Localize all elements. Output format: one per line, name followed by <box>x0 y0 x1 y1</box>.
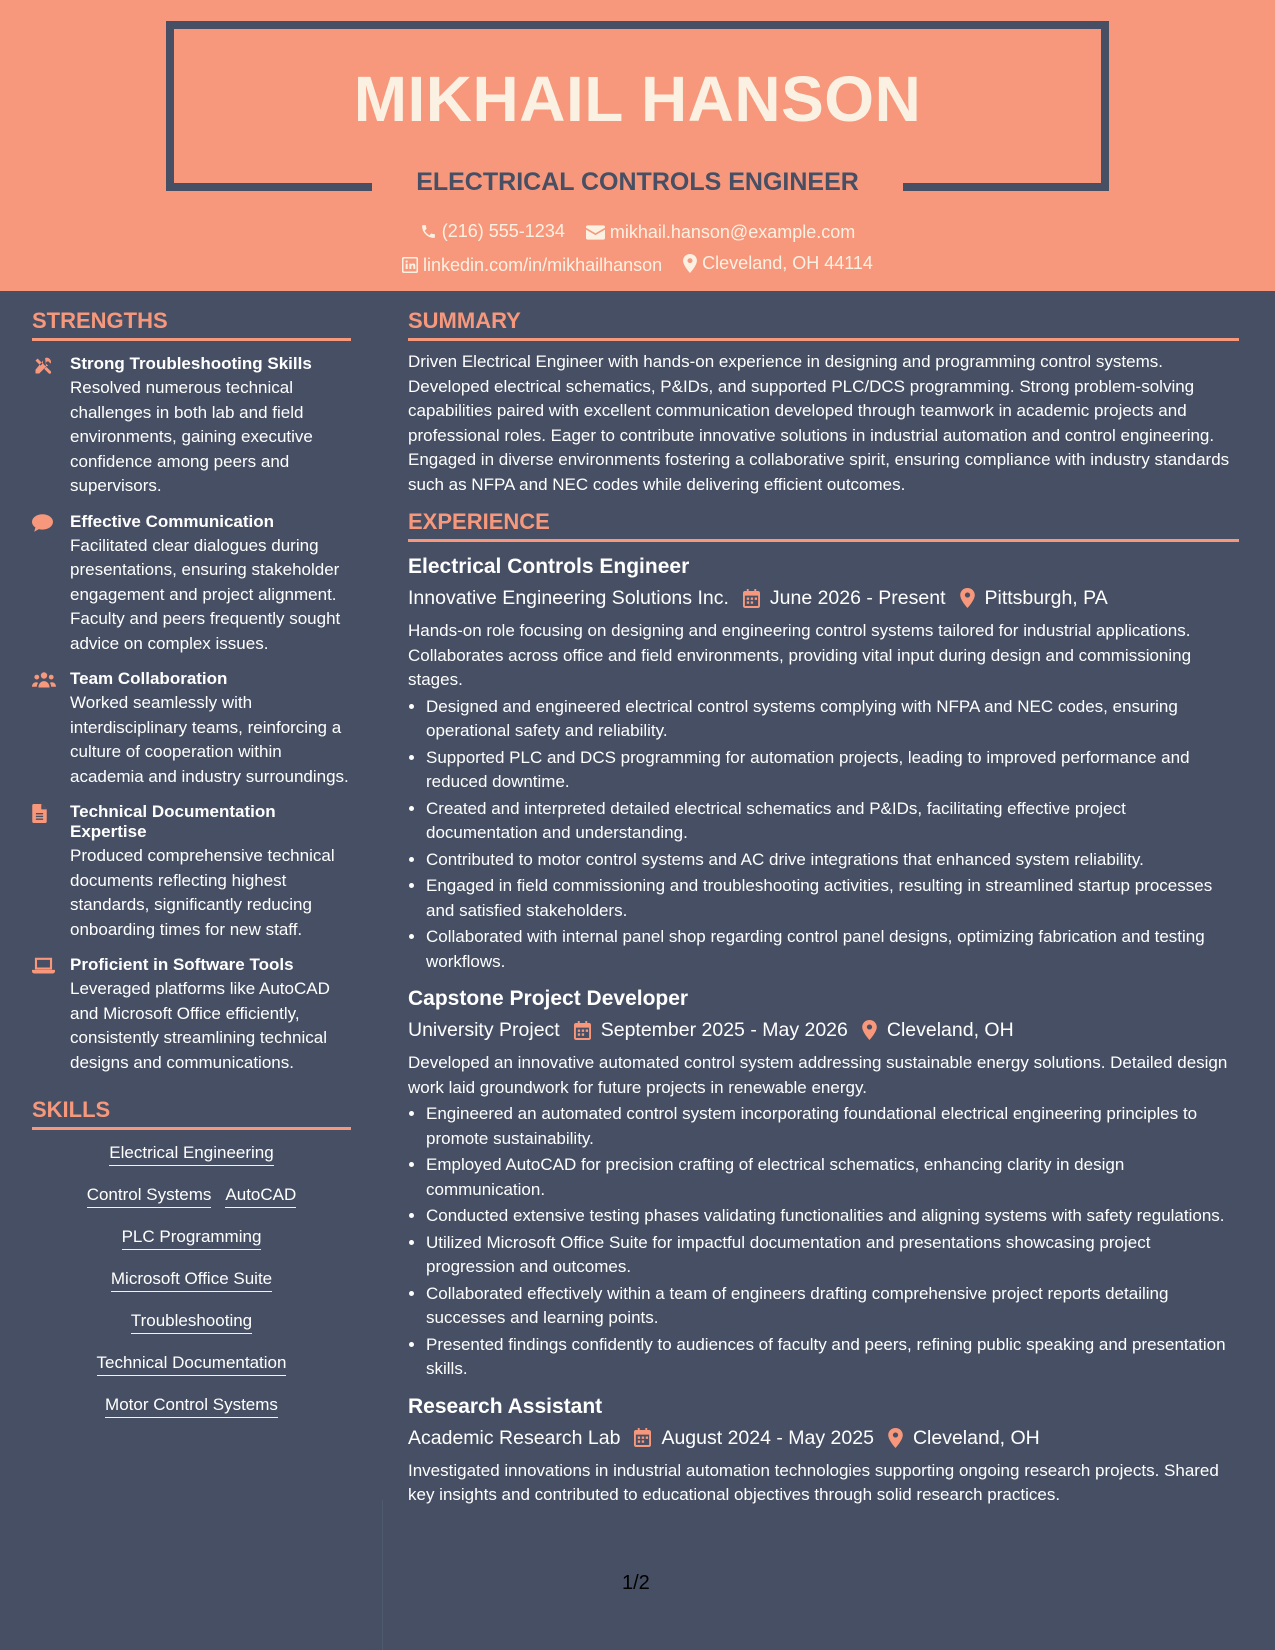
job-bullet: • Employed AutoCAD for precision crafting of electrical schematics, enhancing clarity in design communication. <box>426 1153 1239 1202</box>
strength-item <box>32 955 351 1075</box>
column-divider <box>382 1500 383 1650</box>
strength-desc: Leveraged platforms like AutoCAD and Microsoft Office efficiently, consistently streamlining technical designs and communications. <box>70 979 330 1072</box>
right-column <box>408 291 1239 1508</box>
speech-bubble-icon <box>32 512 70 657</box>
email-text: mikhail.hanson@example.com <box>609 222 856 242</box>
strength-desc: Produced comprehensive technical documents reflecting highest standards, significantly reducing onboarding times for new staff. <box>70 846 335 939</box>
job-bullets <box>408 1102 1239 1382</box>
job-bullet: • Engaged in field commissioning and troubleshooting activities, resulting in streamlined startup processes and satisfied stakeholders. <box>426 874 1239 923</box>
job-role: Capstone Project Developer <box>408 987 689 1010</box>
linkedin-text: linkedin.com/in/mikhailhanson <box>423 254 663 275</box>
job-bullets <box>408 695 1239 975</box>
job-description: Developed an innovative automated control system addressing sustainable energy solutions. Detailed design work laid groundwork for future projects in renewable energy. <box>408 1053 1228 1097</box>
job-bullet: • Created and interpreted detailed electrical schematics and P&IDs, facilitating effective project documentation and understanding. <box>426 797 1239 846</box>
strength-desc: Facilitated clear dialogues during presentations, ensuring stakeholder engagement and project alignment. Faculty and peers frequently sought advice on complex issues. <box>70 535 341 653</box>
contact-row-2 <box>0 253 1275 278</box>
skills-heading: SKILLS <box>32 1097 351 1130</box>
job-dates: August 2024 - May 2025 <box>661 1426 874 1449</box>
strength-item <box>32 354 351 499</box>
strengths-heading: STRENGTHS <box>32 308 351 341</box>
job-bullet: • Conducted extensive testing phases validating functionalities and aligning systems with safety regulations. <box>426 1204 1239 1229</box>
job-entry <box>408 554 1239 974</box>
laptop-icon <box>32 955 70 1075</box>
strength-item <box>32 512 351 657</box>
job-bullet: • Collaborated with internal panel shop regarding control panel designs, optimizing fabrication and testing workflows. <box>426 925 1239 974</box>
calendar-icon <box>574 1021 591 1040</box>
job-meta <box>408 585 1239 611</box>
skill-tag: Control Systems <box>87 1183 212 1208</box>
document-icon <box>32 802 70 942</box>
job-role: Electrical Controls Engineer <box>408 555 690 578</box>
map-pin-icon <box>888 1428 903 1448</box>
job-meta <box>408 1425 1239 1451</box>
linkedin-contact[interactable] <box>402 255 662 276</box>
job-description: Investigated innovations in industrial automation technologies supporting ongoing research projects. Shared key insights and contributed to educational objectives through solid research practices. <box>408 1460 1219 1504</box>
map-pin-icon <box>862 1020 877 1040</box>
experience-list <box>408 554 1239 1508</box>
skill-tag: Microsoft Office Suite <box>111 1267 272 1292</box>
email-contact[interactable] <box>586 222 855 243</box>
job-bullet: • Designed and engineered electrical control systems complying with NFPA and NEC codes, ensuring operational safety and reliability. <box>426 695 1239 744</box>
phone-contact[interactable] <box>420 221 565 242</box>
location-contact <box>683 253 873 274</box>
phone-text: (216) 555-1234 <box>441 221 565 241</box>
strength-title: Technical Documentation Expertise <box>70 802 276 841</box>
map-pin-icon <box>683 254 697 273</box>
skill-tag: Electrical Engineering <box>109 1141 273 1166</box>
linkedin-icon <box>402 257 418 273</box>
map-pin-icon <box>960 588 975 608</box>
job-entry <box>408 986 1239 1382</box>
experience-heading: EXPERIENCE <box>408 509 1239 542</box>
skill-tag: Troubleshooting <box>131 1309 252 1334</box>
users-icon <box>32 669 70 789</box>
header-banner <box>0 0 1275 291</box>
job-location: Pittsburgh, PA <box>984 587 1108 609</box>
job-description: Hands-on role focusing on designing and engineering control systems tailored for industrial applications. Collaborates across office and field environments, providing vital input during design and commissioning stages. <box>408 621 1192 689</box>
job-bullet: • Contributed to motor control systems and AC drive integrations that enhanced system reliability. <box>426 848 1239 873</box>
job-dates: September 2025 - May 2026 <box>600 1019 848 1041</box>
strength-desc: Resolved numerous technical challenges in both lab and field environments, gaining executive confidence among peers and supervisors. <box>70 378 313 495</box>
job-role: Research Assistant <box>408 1394 603 1418</box>
candidate-title: ELECTRICAL CONTROLS ENGINEER <box>416 168 859 196</box>
job-entry <box>408 1394 1239 1508</box>
summary-heading: SUMMARY <box>408 308 1239 341</box>
job-location: Cleveland, OH <box>912 1426 1040 1449</box>
left-column <box>32 291 351 1435</box>
candidate-name: MIKHAIL HANSON <box>353 63 922 135</box>
strength-title: Proficient in Software Tools <box>70 955 294 974</box>
calendar-icon <box>743 589 760 608</box>
phone-icon <box>420 223 437 240</box>
job-company: University Project <box>408 1019 560 1041</box>
strength-item <box>32 669 351 789</box>
job-location: Cleveland, OH <box>886 1019 1014 1041</box>
skill-tag: Technical Documentation <box>97 1351 287 1376</box>
job-bullet: • Utilized Microsoft Office Suite for impactful documentation and presentations showcasing project progression and outcomes. <box>426 1231 1239 1280</box>
job-dates: June 2026 - Present <box>769 587 946 609</box>
skill-tag: PLC Programming <box>122 1225 262 1250</box>
summary-text: Driven Electrical Engineer with hands-on experience in designing and programming control systems. Developed electrical schematics, P&IDs, and supported PLC/DCS programming. Strong problem-solving capabilities paired with excellent communication developed through teamwork in academic projects and professional roles. Eager to contribute innovative solutions in industrial automation and control engineering. Engaged in diverse environments fostering a collaborative spirit, ensuring compliance with industry standards such as NFPA and NEC codes while delivering efficient outcomes. <box>408 352 1230 494</box>
strength-title: Team Collaboration <box>70 669 228 688</box>
strength-desc: Worked seamlessly with interdisciplinary teams, reinforcing a culture of cooperation within academia and industry surroundings. <box>70 693 349 786</box>
contact-row-1 <box>0 221 1275 245</box>
job-bullet: • Engineered an automated control system incorporating foundational electrical engineering principles to promote sustainability. <box>426 1102 1239 1151</box>
strength-title: Effective Communication <box>70 511 275 531</box>
envelope-icon <box>586 225 605 240</box>
page-number: 1/2 <box>622 1572 650 1594</box>
job-bullet: • Supported PLC and DCS programming for automation projects, leading to improved performance and reduced downtime. <box>426 746 1239 795</box>
job-meta <box>408 1017 1239 1043</box>
tools-icon <box>32 354 70 499</box>
skill-tag: AutoCAD <box>225 1183 296 1208</box>
skills-list <box>32 1141 351 1418</box>
location-text: Cleveland, OH 44114 <box>702 253 873 273</box>
job-company: Innovative Engineering Solutions Inc. <box>408 587 729 609</box>
strength-title: Strong Troubleshooting Skills <box>70 354 312 373</box>
job-bullet: • Presented findings confidently to audiences of faculty and peers, refining public speaking and presentation skills. <box>426 1333 1239 1382</box>
job-company: Academic Research Lab <box>408 1426 621 1449</box>
job-bullet: • Collaborated effectively within a team of engineers drafting comprehensive project reports detailing successes and learning points. <box>426 1282 1239 1331</box>
strength-item <box>32 802 351 942</box>
calendar-icon <box>634 1428 651 1447</box>
skill-tag: Motor Control Systems <box>105 1393 278 1418</box>
